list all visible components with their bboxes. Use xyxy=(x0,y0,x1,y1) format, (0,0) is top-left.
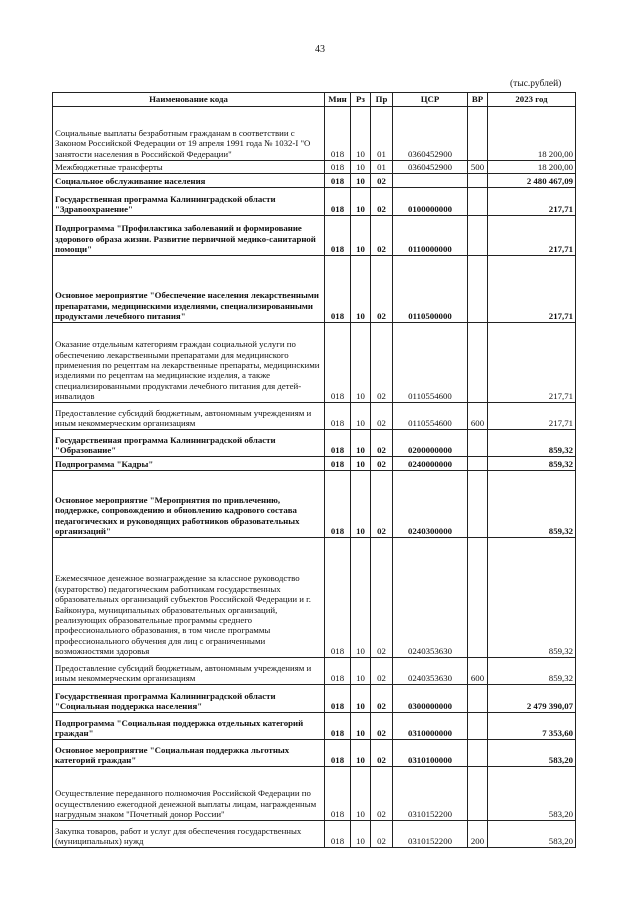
cell-csr: 0310000000 xyxy=(393,713,468,740)
cell-rz: 10 xyxy=(351,403,371,430)
table-row xyxy=(53,188,576,216)
cell-pr: 02 xyxy=(371,740,393,767)
cell-name: Подпрограмма "Профилактика заболеваний и формирование здорового образа жизни. Развитие первичной медико-санитарной помощи" xyxy=(53,216,325,256)
cell-min: 018 xyxy=(325,188,351,216)
cell-pr: 02 xyxy=(371,767,393,821)
cell-name: Основное мероприятие "Социальная поддержка льготных категорий граждан" xyxy=(53,740,325,767)
header-min: Мин xyxy=(325,93,351,107)
cell-vr xyxy=(468,457,488,471)
cell-min: 018 xyxy=(325,457,351,471)
cell-rz: 10 xyxy=(351,174,371,188)
cell-vr: 600 xyxy=(468,403,488,430)
cell-pr: 02 xyxy=(371,538,393,658)
cell-rz: 10 xyxy=(351,161,371,174)
cell-rz: 10 xyxy=(351,188,371,216)
cell-csr: 0360452900 xyxy=(393,107,468,161)
cell-amount: 2 480 467,09 xyxy=(488,174,576,188)
table-row xyxy=(53,161,576,174)
cell-amount: 217,71 xyxy=(488,323,576,403)
cell-amount: 18 200,00 xyxy=(488,107,576,161)
cell-pr: 02 xyxy=(371,216,393,256)
cell-pr: 02 xyxy=(371,430,393,457)
cell-min: 018 xyxy=(325,107,351,161)
cell-name: Основное мероприятие "Мероприятия по привлечению, поддержке, сопровождению и обновлению кадрового состава педагогических и руководящих работников образовательных организаций" xyxy=(53,471,325,538)
cell-rz: 10 xyxy=(351,256,371,323)
cell-vr xyxy=(468,767,488,821)
cell-vr xyxy=(468,216,488,256)
cell-amount: 859,32 xyxy=(488,658,576,685)
page-number: 43 xyxy=(315,44,325,55)
cell-min: 018 xyxy=(325,323,351,403)
cell-csr: 0310152200 xyxy=(393,767,468,821)
table-row xyxy=(53,174,576,188)
cell-pr: 02 xyxy=(371,685,393,713)
cell-rz: 10 xyxy=(351,767,371,821)
cell-name: Ежемесячное денежное вознаграждение за классное руководство (кураторство) педагогическим работникам государственных образовательных организаций субъектов Российской Федерации и г. Байконура, муниципальных образовательных организаций, реализующих образовательные программы среднего профессионального образования, в том числе программы профессионального обучения для лиц с ограниченными возможностями здоровья xyxy=(53,538,325,658)
cell-name: Осуществление переданного полномочия Российской Федерации по осуществлению ежегодной денежной выплаты лицам, награжденным нагрудным знаком "Почетный донор России" xyxy=(53,767,325,821)
cell-rz: 10 xyxy=(351,713,371,740)
cell-vr xyxy=(468,740,488,767)
cell-csr: 0200000000 xyxy=(393,430,468,457)
header-year: 2023 год xyxy=(488,93,576,107)
cell-name: Социальное обслуживание населения xyxy=(53,174,325,188)
cell-amount: 18 200,00 xyxy=(488,161,576,174)
table-row xyxy=(53,685,576,713)
header-pr: Пр xyxy=(371,93,393,107)
cell-min: 018 xyxy=(325,713,351,740)
cell-name: Предоставление субсидий бюджетным, автономным учреждениям и иным некоммерческим организациям xyxy=(53,403,325,430)
cell-rz: 10 xyxy=(351,821,371,848)
table-row xyxy=(53,457,576,471)
cell-amount: 583,20 xyxy=(488,767,576,821)
cell-pr: 02 xyxy=(371,713,393,740)
cell-csr: 0100000000 xyxy=(393,188,468,216)
cell-min: 018 xyxy=(325,403,351,430)
table-row xyxy=(53,107,576,161)
cell-pr: 02 xyxy=(371,188,393,216)
header-csr: ЦСР xyxy=(393,93,468,107)
cell-rz: 10 xyxy=(351,658,371,685)
cell-amount: 583,20 xyxy=(488,740,576,767)
cell-name: Основное мероприятие "Обеспечение населения лекарственными препаратами, медицинскими изделиями, специализированными продуктами лечебного питания" xyxy=(53,256,325,323)
cell-csr: 0310152200 xyxy=(393,821,468,848)
cell-pr: 02 xyxy=(371,658,393,685)
cell-amount: 859,32 xyxy=(488,430,576,457)
cell-csr: 0240353630 xyxy=(393,658,468,685)
table-row xyxy=(53,538,576,658)
cell-csr: 0110000000 xyxy=(393,216,468,256)
cell-rz: 10 xyxy=(351,430,371,457)
table-row xyxy=(53,403,576,430)
cell-min: 018 xyxy=(325,767,351,821)
cell-name: Социальные выплаты безработным гражданам в соответствии с Законом Российской Федерации от 19 апреля 1991 года № 1032-I "О занятости населения в Российской Федерации" xyxy=(53,107,325,161)
cell-vr xyxy=(468,713,488,740)
cell-name: Подпрограмма "Социальная поддержка отдельных категорий граждан" xyxy=(53,713,325,740)
cell-vr: 600 xyxy=(468,658,488,685)
cell-name: Подпрограмма "Кадры" xyxy=(53,457,325,471)
cell-min: 018 xyxy=(325,174,351,188)
cell-csr: 0310100000 xyxy=(393,740,468,767)
cell-pr: 02 xyxy=(371,821,393,848)
cell-min: 018 xyxy=(325,658,351,685)
cell-csr: 0110554600 xyxy=(393,403,468,430)
cell-min: 018 xyxy=(325,740,351,767)
cell-min: 018 xyxy=(325,685,351,713)
cell-pr: 02 xyxy=(371,323,393,403)
cell-name: Закупка товаров, работ и услуг для обеспечения государственных (муниципальных) нужд xyxy=(53,821,325,848)
cell-pr: 02 xyxy=(371,457,393,471)
table-row xyxy=(53,658,576,685)
cell-amount: 859,32 xyxy=(488,457,576,471)
cell-rz: 10 xyxy=(351,457,371,471)
table-row xyxy=(53,216,576,256)
cell-amount: 217,71 xyxy=(488,188,576,216)
table-row xyxy=(53,740,576,767)
cell-pr: 02 xyxy=(371,403,393,430)
cell-pr: 01 xyxy=(371,107,393,161)
cell-vr xyxy=(468,430,488,457)
cell-rz: 10 xyxy=(351,685,371,713)
cell-min: 018 xyxy=(325,256,351,323)
cell-amount: 217,71 xyxy=(488,216,576,256)
cell-vr xyxy=(468,323,488,403)
cell-amount: 217,71 xyxy=(488,256,576,323)
cell-amount: 859,32 xyxy=(488,538,576,658)
cell-name: Предоставление субсидий бюджетным, автономным учреждениям и иным некоммерческим организациям xyxy=(53,658,325,685)
cell-vr xyxy=(468,188,488,216)
cell-name: Межбюджетные трансферты xyxy=(53,161,325,174)
cell-vr: 500 xyxy=(468,161,488,174)
cell-rz: 10 xyxy=(351,323,371,403)
cell-vr xyxy=(468,685,488,713)
cell-csr xyxy=(393,174,468,188)
cell-amount: 2 479 390,07 xyxy=(488,685,576,713)
table-row xyxy=(53,256,576,323)
header-rz: Рз xyxy=(351,93,371,107)
cell-csr: 0360452900 xyxy=(393,161,468,174)
cell-amount: 859,32 xyxy=(488,471,576,538)
cell-vr: 200 xyxy=(468,821,488,848)
cell-pr: 01 xyxy=(371,161,393,174)
cell-min: 018 xyxy=(325,821,351,848)
cell-vr xyxy=(468,538,488,658)
table-body xyxy=(53,107,576,848)
cell-vr xyxy=(468,174,488,188)
cell-rz: 10 xyxy=(351,216,371,256)
cell-vr xyxy=(468,471,488,538)
cell-min: 018 xyxy=(325,161,351,174)
table-header-row xyxy=(53,93,576,107)
cell-min: 018 xyxy=(325,538,351,658)
cell-csr: 0240353630 xyxy=(393,538,468,658)
cell-csr: 0110500000 xyxy=(393,256,468,323)
cell-rz: 10 xyxy=(351,538,371,658)
cell-pr: 02 xyxy=(371,256,393,323)
cell-csr: 0110554600 xyxy=(393,323,468,403)
cell-name: Оказание отдельным категориям граждан социальной услуги по обеспечению лекарственными препаратами для медицинского применения по рецептам на лекарственные препараты, медицинскими изделиями по рецептам на медицинские изделия, а также специализированными продуктами лечебного питания для детей-инвалидов xyxy=(53,323,325,403)
cell-name: Государственная программа Калининградской области "Социальная поддержка населения" xyxy=(53,685,325,713)
cell-amount: 583,20 xyxy=(488,821,576,848)
cell-vr xyxy=(468,256,488,323)
cell-vr xyxy=(468,107,488,161)
cell-pr: 02 xyxy=(371,174,393,188)
units-label: (тыс.рублей) xyxy=(510,79,562,89)
table-row xyxy=(53,713,576,740)
cell-csr: 0240300000 xyxy=(393,471,468,538)
cell-amount: 7 353,60 xyxy=(488,713,576,740)
cell-rz: 10 xyxy=(351,740,371,767)
header-name: Наименование кода xyxy=(53,93,325,107)
table-row xyxy=(53,471,576,538)
cell-name: Государственная программа Калининградской области "Образование" xyxy=(53,430,325,457)
cell-csr: 0240000000 xyxy=(393,457,468,471)
cell-name: Государственная программа Калининградской области "Здравоохранение" xyxy=(53,188,325,216)
table-row xyxy=(53,323,576,403)
cell-min: 018 xyxy=(325,471,351,538)
cell-rz: 10 xyxy=(351,471,371,538)
table-row xyxy=(53,821,576,848)
table-row xyxy=(53,430,576,457)
cell-pr: 02 xyxy=(371,471,393,538)
header-vr: ВР xyxy=(468,93,488,107)
cell-min: 018 xyxy=(325,216,351,256)
cell-csr: 0300000000 xyxy=(393,685,468,713)
cell-rz: 10 xyxy=(351,107,371,161)
cell-amount: 217,71 xyxy=(488,403,576,430)
table-row xyxy=(53,767,576,821)
budget-table xyxy=(52,92,576,848)
cell-min: 018 xyxy=(325,430,351,457)
